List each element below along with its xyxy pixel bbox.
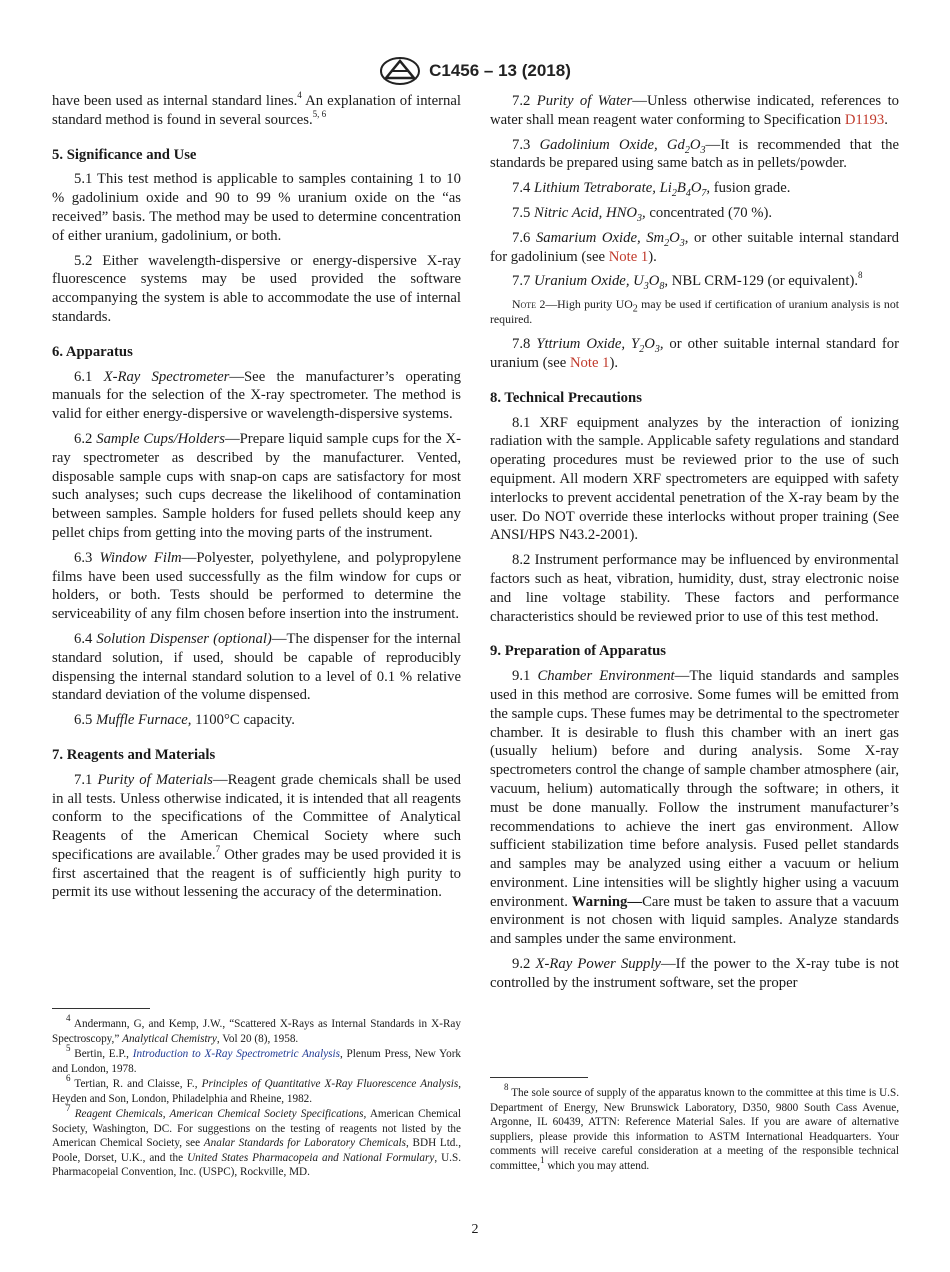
- paragraph-7-4: 7.4 Lithium Tetraborate, $Li_2B_4O_7$, fusion grade.: [512, 180, 791, 200]
- paragraph-7-7: 7.7 Uranium Oxide, $U_3O_8$, NBL CRM-129 (or equivalent).$^8$: [512, 270, 863, 293]
- footnote-6: $^6$ Tertian, R. and Claisse, F., Principles of Quantitative X-Ray Fluorescence Analysis, Heyden and Son, London, Philadelphia and Rheine, 1982.: [52, 1073, 462, 1105]
- footnote-5: $^5$ Bertin, E.P., Introduction to X-Ray Spectrometric Analysis, Plenum Press, New York and London, 1978.: [52, 1043, 462, 1075]
- warning-label: Warning—: [571, 893, 643, 910]
- paragraph-8-2: 8.2 Instrument performance may be influenced by environmental factors such as heat, vibration, humidity, dust, stray electronic noise and line voltage stability. These factors and performance characteristics should be reviewed prior to use of this test method.: [490, 552, 899, 625]
- footnote-7: $^7$ Reagent Chemicals, American Chemical Society Specifications, American Chemical Society, Washington, DC. For suggestions on the testing of reagents not listed by the American Chemical Society, see Analar Standards for Laboratory Chemicals, BDH Ltd., Poole, Dorset, U.K., and the United States Pharmacopeia and National Formulary, U.S. Pharmacopeial Convention, Inc. (USPC), Rockville, MD.: [52, 1103, 462, 1178]
- section-heading-7: 7. Reagents and Materials: [52, 746, 216, 763]
- paragraph-6-2: 6.2 Sample Cups/Holders—Prepare liquid sample cups for the X-ray spectrometer as described by the manufacturer. Vented, disposable sample cups with snap-on caps are satisfactory for most such analyses; such cups decrease the likelihood of contamination between samples. Sample holders for fused pellets should keep any pellet chips from getting into the moving parts of the instrument.: [52, 430, 462, 541]
- paragraph-7-3: 7.3 Gadolinium Oxide, $Gd_2O_3—It$ is recommended that the standards be prepared using same batch as in pellets/powder.: [490, 136, 899, 172]
- paragraph-6-4: 6.4 Solution Dispenser (optional)—The dispenser for the internal standard solution, if used, should be capable of reproducibly dispensing the internal standard solution to a level of 0.1 % relative standard deviation of the volume dispensed.: [52, 630, 461, 704]
- link-d1193[interactable]: D1193: [844, 111, 885, 128]
- paragraph-5-2: 5.2 Either wavelength-dispersive or energy-dispersive X-ray fluorescence systems may be used provided the software accompanying the system is able to accommodate the use of internal standards.: [52, 252, 461, 325]
- paragraph-intro: have been used as internal standard lines.$^4$ An explanation of internal standard method is found in several sources.$^{5, 6}$: [52, 90, 461, 128]
- page-number: 2: [471, 1222, 479, 1237]
- section-heading-9: 9. Preparation of Apparatus: [490, 643, 666, 660]
- paragraph-7-6: 7.6 Samarium Oxide, $Sm_2O_3$, or other suitable internal standard for gadolinium (see Note 1).: [490, 229, 900, 265]
- section-heading-8: 8. Technical Precautions: [490, 389, 642, 406]
- paragraph-9-2: 9.2 X-Ray Power Supply—If the power to the X-ray tube is not controlled by the instrument software, set the proper: [490, 956, 899, 991]
- footnote-divider: [52, 1008, 150, 1009]
- link-note-1[interactable]: Note 1: [569, 354, 610, 371]
- right-column: [490, 92, 899, 999]
- footnotes-right: [490, 1077, 899, 1174]
- note-2: Note 2—High purity $UO_2$ may be used if certification of uranium analysis is not required.: [490, 297, 900, 327]
- footnote-5-link[interactable]: Introduction to X-Ray Spectrometric Analysis: [132, 1048, 340, 1060]
- footnote-8: $^8$ The sole source of supply of the apparatus known to the committee at this time is U.S. Department of Energy, New Brunswick Laboratory, D350, 9800 South Cass Avenue, Argonne, IL 60439, ATTN: Reference Material Sales. If you are aware of alternative suppliers, please provide this information to ASTM International Headquarters. Your comments will receive careful consideration at a meeting of the responsible technical committee,$^1$ which you may attend.: [490, 1082, 899, 1172]
- section-heading-6: 6. Apparatus: [52, 343, 133, 360]
- paragraph-6-1: 6.1 X-Ray Spectrometer—See the manufacturer’s operating manuals for the selection of the X-ray spectrometer. The method is valid for either energy-dispersive or wavelength-dispersive systems.: [52, 368, 461, 423]
- paragraph-7-2: 7.2 Purity of Water—Unless otherwise indicated, references to water shall mean reagent water conforming to Specification D1193.: [490, 93, 899, 128]
- paragraph-6-5: 6.5 Muffle Furnace, 1100°C capacity.: [74, 712, 295, 729]
- paragraph-5-1: 5.1 This test method is applicable to samples containing 1 to 10 % gadolinium oxide and 90 to 99 % uranium oxide on the “as received” basis. The method may be used to determine concentration of either uranium, gadolinium, or both.: [52, 171, 461, 244]
- footnotes-left: [52, 1008, 461, 1181]
- footnote-divider: [490, 1077, 588, 1078]
- paragraph-7-1: 7.1 Purity of Materials—Reagent grade chemicals shall be used in all tests. Unless otherwise indicated, it is intended that all reagents conform to the specifications of the Committee of Analytical Reagents of the American Chemical Society where such specifications are available.$^7$ Other grades may be used provided it is first ascertained that the reagent is of sufficiently high purity to permit its use without lessening the accuracy of the determination.: [52, 771, 462, 901]
- paragraph-7-5: 7.5 Nitric Acid, $HNO_3$, concentrated (70 %).: [512, 204, 773, 224]
- paragraph-6-3: 6.3 Window Film—Polyester, polyethylene, and polypropylene films have been used successfully as the film window for cups or holders, or both. Tests should be performed to determine the serviceability of any film chosen before insertion into the instrument.: [52, 549, 461, 623]
- paragraph-9-1: 9.1 Chamber Environment—The liquid standards and samples used in this method are corrosive. Some fumes will be emitted from the sample cups. These fumes may be detrimental to the spectrometer chamber. It is desirable to flush this chamber with an inert gas (usually helium) before and during analysis. Some X-ray spectrometers control the change of sample chamber atmosphere (air, vacuum, helium) automatically through the software; in others, it must be done manually. Follow the instrument manufacturer’s recommendations to achieve the inert gas environment. Allow sufficient stabilization time before analysis. Fused pellet standards and samples may be analyzed using either a vacuum or helium environment. Line intensities will be slightly higher using a vacuum environment. Warning—Care must be taken to assure that a vacuum environment is not chosen with liquid samples. Analyze standards and samples under the same environment.: [490, 668, 900, 948]
- section-heading-5: 5. Significance and Use: [52, 146, 197, 163]
- page-header: [0, 56, 950, 86]
- left-column: [52, 92, 461, 908]
- paragraph-8-1: 8.1 XRF equipment analyzes by the interaction of ionizing radiation with the sample. Applicable safety regulations and standard operating procedures must be reviewed prior to the use of such equipment. All modern XRF spectrometers are equipped with safety interlocks to prevent accidental penetration of the X-ray beam by the user. Do NOT override these interlocks without proper training (See ANSI/HPS N43.2-2001).: [490, 414, 899, 544]
- astm-logo-icon: [379, 56, 421, 86]
- standard-designation: C1456 – 13 (2018): [429, 61, 571, 80]
- footnote-4: $^4$ Andermann, G, and Kemp, J.W., “Scattered X-Rays as Internal Standards in X-Ray Spectroscopy,” Analytical Chemistry, Vol 20 (8), 1958.: [52, 1013, 461, 1045]
- paragraph-7-8: 7.8 Yttrium Oxide, $Y_2O_3$, or other suitable internal standard for uranium (see Note 1).: [490, 336, 899, 371]
- link-note-1[interactable]: Note 1: [608, 248, 649, 265]
